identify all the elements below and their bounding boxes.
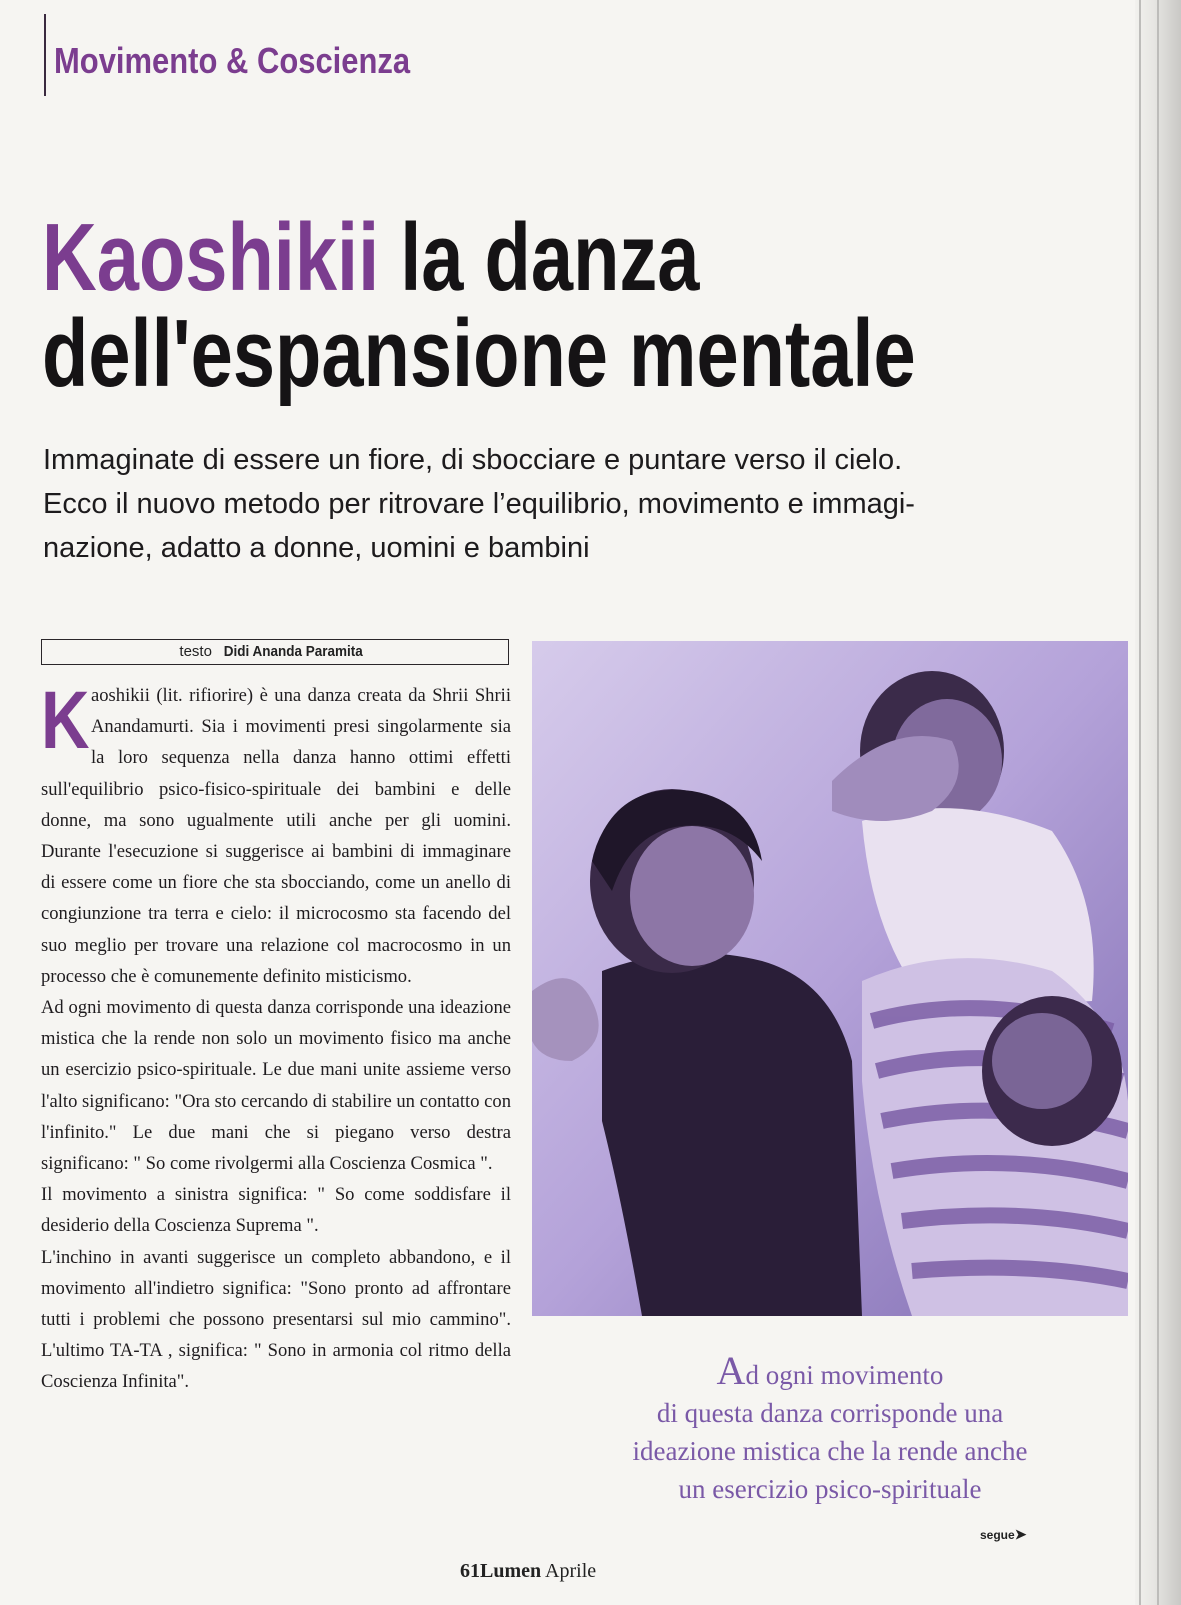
children-photo-illustration <box>532 641 1128 1316</box>
children-photo <box>532 641 1128 1316</box>
page-number: 61 <box>460 1560 480 1582</box>
pull-quote-line: di questa danza corrisponde una <box>656 1398 1004 1428</box>
article-headline <box>42 204 916 407</box>
article-paragraph: Ad ogni movimento di questa danza corrisponde una ideazione mistica che la rende non solo un movimento fisico ma anche un esercizio psico-spirituale. Le due mani unite assieme verso l'alto significano: "Ora sto cercando di stabilire un contatto con l'infinito." Le due mani che si piegano verso destra significano: " So come rivolgermi alla Coscienza Cosmica ". <box>41 997 511 1175</box>
lead-line: Ecco il nuovo metodo per ritrovare l’equilibrio, movimento e immagi- <box>43 488 915 520</box>
pull-quote-line: Ad ogni movimento <box>716 1348 944 1393</box>
pull-quote-initial: A <box>716 1348 746 1393</box>
paragraph-text: aoshikii (lit. rifiorire) è una danza creata da Shrii Shrii Anandamurti. Sia i movimenti presi singolarmente sia la loro sequenza nella danza hanno ottimi effetti sull'equilibrio psico-fisico-spirituale dei bambini e delle donne, ma sono ugualmente utili anche per gli uomini. Durante l'esecuzione si suggerisce ai bambini di immaginare di essere come un fiore che sta sbocciando, come un anello di congiunzione tra terra e cielo: il microcosmo sta facendo del suo meglio per trovare una relazione col macrocosmo in un processo che è comunemente definito misticismo. <box>41 685 511 987</box>
article-body <box>41 675 511 1398</box>
pull-quote-line: ideazione mistica che la rende anche <box>632 1436 1028 1466</box>
magazine-name: Lumen <box>480 1560 542 1582</box>
lead-line: nazione, adatto a donne, uomini e bambini <box>43 532 590 564</box>
byline-box <box>41 639 509 665</box>
page-gutter <box>1135 0 1181 1605</box>
headline-line-1 <box>42 204 916 311</box>
section-rule <box>44 14 46 96</box>
continues-label: segue <box>980 1528 1015 1542</box>
headline-line-2: dell'espansione mentale <box>42 300 916 407</box>
section-heading: Movimento & Coscienza <box>54 40 411 81</box>
continues-marker <box>980 1526 1026 1543</box>
lead-paragraph <box>43 438 1043 570</box>
page-footer <box>460 1560 596 1583</box>
pull-quote-line: un esercizio psico-spirituale <box>678 1474 982 1504</box>
pull-quote <box>540 1348 1120 1508</box>
byline-prefix: testo <box>179 643 212 660</box>
arrow-right-icon: ➤ <box>1014 1526 1027 1542</box>
byline-author: Didi Ananda Paramita <box>223 643 363 660</box>
headline-rest: la danza <box>400 204 700 311</box>
article-paragraph: L'inchino in avanti suggerisce un completo abbandono, e il movimento all'indietro significa: "Sono pronto ad affrontare tutti i problemi che possono presentarsi sul mio cammino". L'ultimo TA-TA , significa: " Sono in armonia col ritmo della Coscienza Infinita". <box>41 1246 511 1393</box>
lead-line: Immaginate di essere un fiore, di sbocciare e puntare verso il cielo. <box>43 444 903 476</box>
article-paragraph <box>41 675 511 992</box>
issue-month: Aprile <box>545 1560 597 1582</box>
drop-cap: K <box>41 675 90 766</box>
headline-keyword: Kaoshikii <box>42 204 380 311</box>
article-paragraph: Il movimento a sinistra significa: " So come soddisfare il desiderio della Coscienza Suprema ". <box>41 1184 511 1237</box>
